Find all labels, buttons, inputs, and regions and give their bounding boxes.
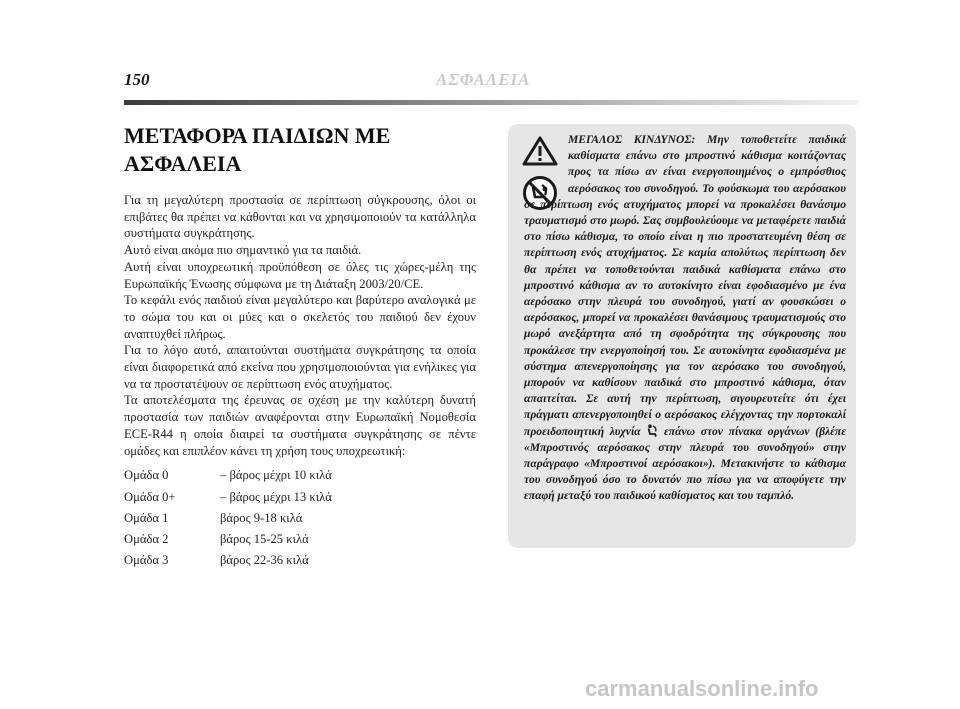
group-list xyxy=(124,465,476,571)
watermark: carmanualsonline.info xyxy=(585,676,819,701)
body-paragraph xyxy=(124,192,476,459)
group-weight: βάρος 22-36 κιλά xyxy=(220,553,309,568)
group-weight: βάρος 15-25 κιλά xyxy=(220,532,309,547)
group-weight: βάρος 9-18 κιλά xyxy=(220,510,303,525)
page-header xyxy=(0,60,960,100)
section-title xyxy=(124,122,476,178)
body-line: Αυτή είναι υποχρεωτική προϋπόθεση σε όλες τις χώρες-μέλη της Ευρωπαϊκής Ένωσης σύμφωνα με τη Διάταξη 2003/20/CE. xyxy=(124,259,476,291)
group-name: Ομάδα 3 xyxy=(124,553,169,568)
warning-text-part1: ΜΕΓΑΛΟΣ ΚΙΝΔΥΝΟΣ: Μην τοποθετείτε παιδικά καθίσματα επάνω στο μπροστινό κάθισμα κοιτάζοντας προς τα πίσω αν είναι ενεργοποιημένος ο εμπρόσθιος αερόσακος του συνοδηγού. Το φούσκωμα του αερόσακου σε περίπτωση ενός ατυχήματος μπορεί να προκαλέσει θανάσιμο τραυματισμό στο μωρό. Σας συμβουλεύουμε να μεταφέρετε παιδιά στο πίσω κάθισμα, το οποίο είναι η πιο προστατευμένη θέση σε περίπτωση ενός ατυχήματος. Σε καμία απολύτως περίπτωση δεν θα πρέπει να τοποθετούνται παιδικά καθίσματα επάνω στο μπροστινό κάθισμα αν το αυτοκίνητο είναι εφοδιασμένο με ένα αερόσακο στην πλευρά του συνοδηγού, γιατί αν φουσκώσει ο αερόσακος, μπορεί να προκαλέσει θανάσιμους τραυματισμούς στο μωρό ανεξάρτητα από τη σφοδρότητα της σύγκρουσης που προκάλεσε την ενεργοποίησή του. Σε αυτοκίνητα εφοδιασμένα με σύστημα απενεργοποίησης για τον αερόσακο του συνοδηγού, μπορούν να καθίσουν παιδικά στο μπροστινό κάθισμα, όταν απαιτείται. Σε αυτή την περίπτωση, σιγουρευτείτε ότι έχει πράγματι απενεργοποιηθεί ο αερόσακος ελέγχοντας την πορτοκαλί προειδοποιητική λυχνία xyxy=(524,133,846,438)
group-row xyxy=(124,465,476,486)
group-row xyxy=(124,508,476,529)
page-number: 150 xyxy=(124,70,150,89)
body-line: Το κεφάλι ενός παιδιού είναι μεγαλύτερο και βαρύτερο αναλογικά με το σώμα του και οι μύες και ο σκελετός του παιδιού δεν έχουν αναπτυχθεί πλήρως. xyxy=(124,293,476,341)
body-line: Για το λόγο αυτό, απαιτούνται συστήματα συγκράτησης τα οποία είναι διαφορετικά από εκείνα που χρησιμοποιούνται για ενήλικες για να τα προστατέψουν σε περίπτωση ενός ατυχήματος. xyxy=(124,343,476,391)
group-name: Ομάδα 0+ xyxy=(124,489,176,504)
group-row xyxy=(124,529,476,550)
warning-box xyxy=(508,124,856,548)
section-title-line1: ΜΕΤΑΦΟΡΑ ΠΑΙΔΙΩΝ ΜΕ xyxy=(124,123,391,148)
body-line: Αυτό είναι ακόμα πιο σημαντικό για τα παιδιά. xyxy=(124,243,362,258)
header-rule xyxy=(124,100,858,105)
warning-text xyxy=(524,132,846,505)
group-name: Ομάδα 1 xyxy=(124,510,169,525)
section-title-line2: ΑΣΦΑΛΕΙΑ xyxy=(124,151,242,176)
group-weight: – βάρος μέχρι 13 κιλά xyxy=(220,489,332,504)
warning-text-part2: επάνω στον πίνακα οργάνων (βλέπε «Μπροστινός αερόσακος στην πλευρά του συνοδηγού» στην παράγραφο «Μπροστινοί αερόσακοι»). Μετακινήστε το κάθισμα του συνοδηγού όσο το δυνατόν πιο πίσω για να αποφύγετε την επαφή μεταξύ του παιδικού καθίσματος και του ταμπλό. xyxy=(524,424,846,503)
main-column xyxy=(124,122,476,572)
body-line: Για τη μεγαλύτερη προστασία σε περίπτωση σύγκρουσης, όλοι οι επιβάτες θα πρέπει να κάθονται και να χρησιμοποιούν τα κατάλληλα συστήματα συγκράτησης. xyxy=(124,193,476,241)
body-line: Τα αποτελέσματα της έρευνας σε σχέση με την καλύτερη δυνατή προστασία των παιδιών αναφέρονται στην Ευρωπαϊκή Νομοθεσία ECE-R44 η οποία διαιρεί τα συστήματα συγκράτησης σε πέντε ομάδες και επιπλέον κάνει τη χρήση τους υποχρεωτική: xyxy=(124,393,476,458)
chapter-title: ΑΣΦΑΛΕΙΑ xyxy=(436,70,531,89)
group-name: Ομάδα 2 xyxy=(124,532,169,547)
group-name: Ομάδα 0 xyxy=(124,468,169,483)
group-weight: – βάρος μέχρι 10 κιλά xyxy=(220,468,332,483)
airbag-off-warning-lamp-icon xyxy=(646,424,658,437)
group-row xyxy=(124,550,476,571)
group-row xyxy=(124,487,476,508)
